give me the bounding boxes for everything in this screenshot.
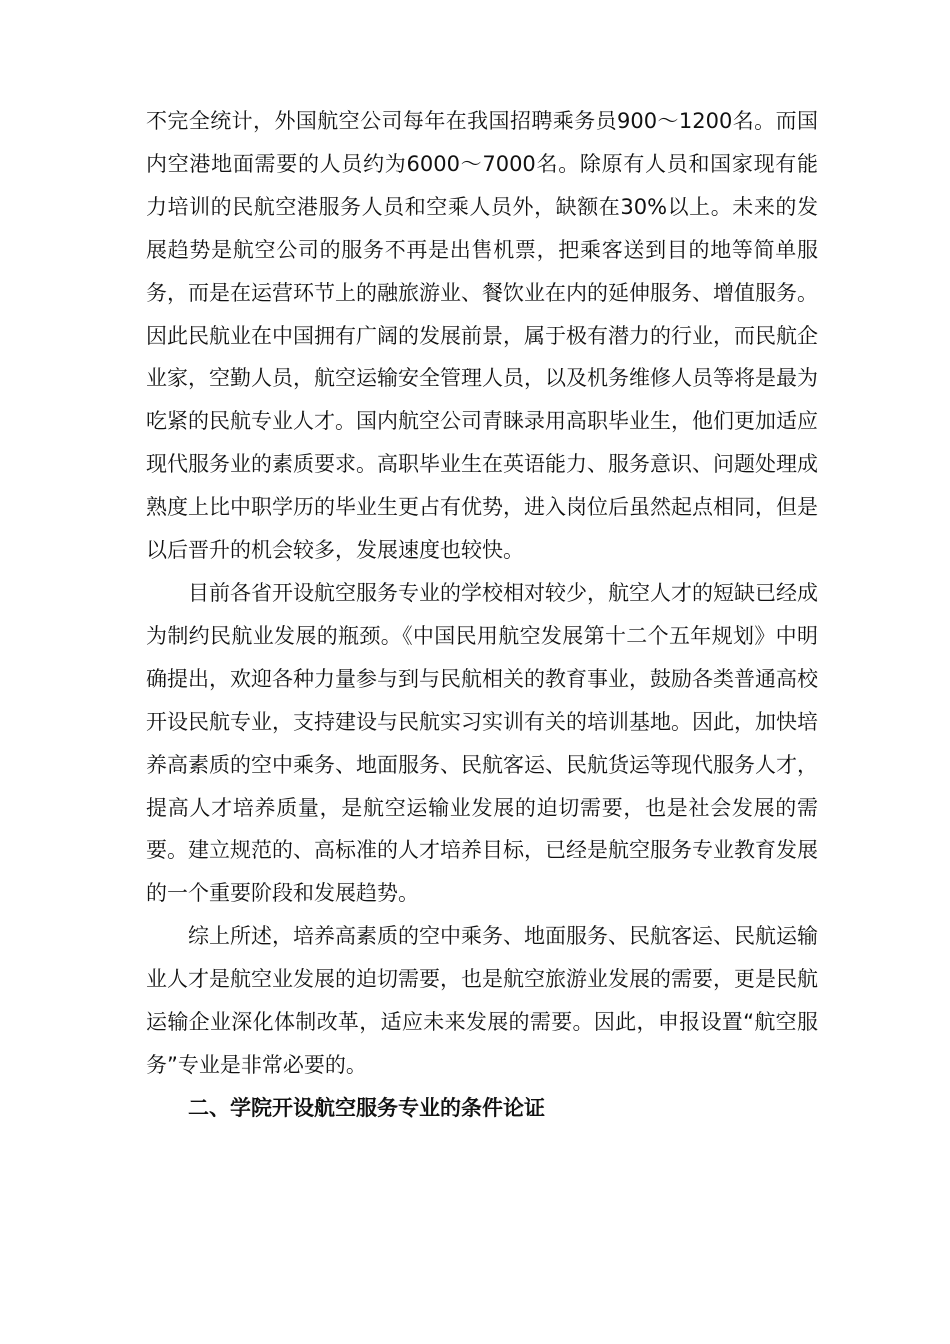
paragraph-1: 不完全统计，外国航空公司每年在我国招聘乘务员900～1200名。而国内空港地面需要的人员约为6000～7000名。除原有人员和国家现有能力培训的民航空港服务人员和空乘人员外，缺额在30%以上。未来的发展趋势是航空公司的服务不再是出售机票，把乘客送到目的地等简单服务，而是在运营环节上的融旅游业、餐饮业在内的延伸服务、增值服务。因此民航业在中国拥有广阔的发展前景，属于极有潜力的行业，而民航企业家，空勤人员，航空运输安全管理人员，以及机务维修人员等将是最为吃紧的民航专业人才。国内航空公司青睐录用高职毕业生，他们更加适应现代服务业的素质要求。高职毕业生在英语能力、服务意识、问题处理成熟度上比中职学历的毕业生更占有优势，进入岗位后虽然起点相同，但是以后晋升的机会较多，发展速度也较快。 — [146, 109, 818, 563]
paragraph-2: 目前各省开设航空服务专业的学校相对较少，航空人才的短缺已经成为制约民航业发展的瓶颈。《中国民用航空发展第十二个五年规划》中明确提出，欢迎各种力量参与到与民航相关的教育事业，鼓励各类普通高校开设民航专业，支持建设与民航实习实训有关的培训基地。因此，加快培养高素质的空中乘务、地面服务、民航客运、民航货运等现代服务人才，提高人才培养质量，是航空运输业发展的迫切需要，也是社会发展的需要。建立规范的、高标准的人才培养目标，已经是航空服务专业教育发展的一个重要阶段和发展趋势。 — [146, 580, 818, 906]
section-heading: 二、学院开设航空服务专业的条件论证 — [188, 1095, 545, 1120]
document-body — [146, 100, 818, 1130]
paragraph-3: 综上所述，培养高素质的空中乘务、地面服务、民航客运、民航运输业人才是航空业发展的迫切需要，也是航空旅游业发展的需要，更是民航运输企业深化体制改革，适应未来发展的需要。因此，申报设置“航空服务”专业是非常必要的。 — [146, 924, 818, 1077]
